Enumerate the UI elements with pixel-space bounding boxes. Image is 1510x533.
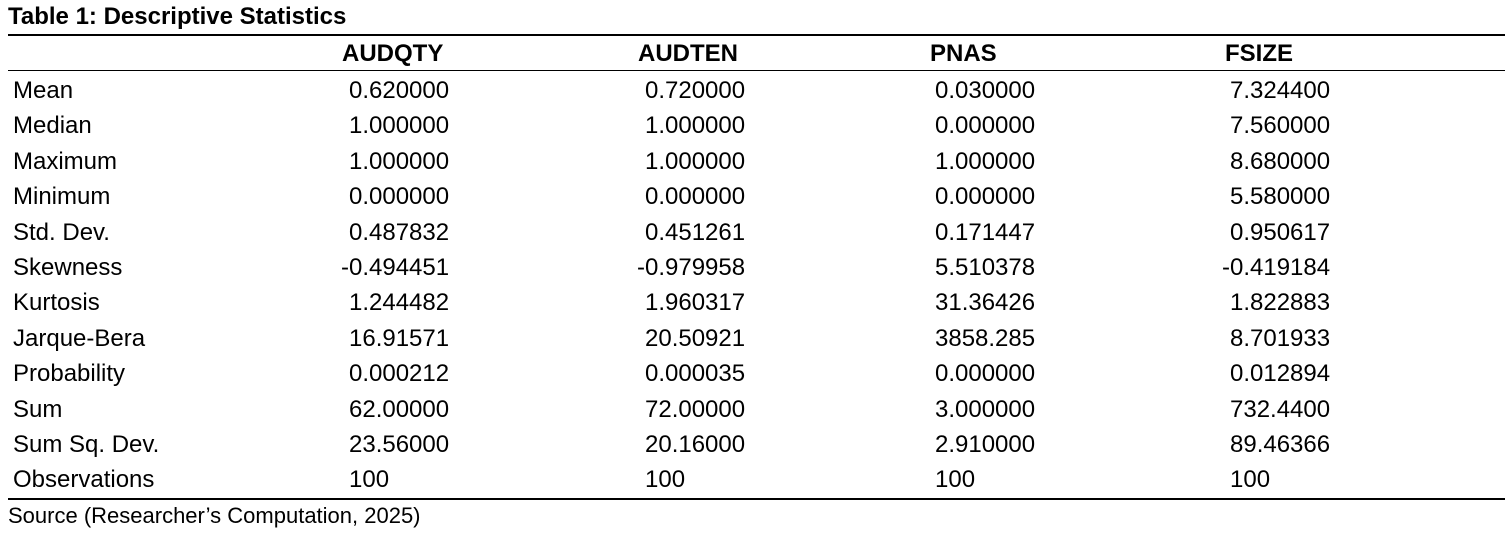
table-cell: 100: [1230, 466, 1271, 494]
table-cell: 0.950617: [1230, 218, 1331, 246]
table-cell: 1.960317: [645, 289, 746, 317]
table-row: [0, 250, 1510, 285]
table-body: [0, 73, 1510, 498]
table-cell: 100: [645, 466, 686, 494]
table-row: [0, 144, 1510, 179]
table-cell: 0.000212: [349, 360, 450, 388]
table-cell: 0.000035: [645, 360, 746, 388]
table-cell: 5.580000: [1230, 183, 1331, 211]
table-source-note: Source (Researcher’s Computation, 2025): [8, 503, 421, 528]
table-cell: 1.000000: [645, 147, 746, 175]
table-cell: 7.324400: [1230, 77, 1331, 104]
table-cell: 1.000000: [645, 112, 746, 140]
table-cell: 2.910000: [935, 430, 1036, 458]
row-label: Kurtosis: [13, 289, 100, 317]
table-cell: 16.91571: [349, 324, 450, 352]
table-cell: 0.030000: [935, 77, 1036, 104]
table-cell: 0.000000: [935, 183, 1036, 211]
table-cell: 100: [935, 466, 976, 494]
table-cell: 0.000000: [935, 360, 1036, 388]
table-cell: 0.487832: [349, 218, 450, 246]
table-cell: 72.00000: [645, 395, 746, 423]
table-row: [0, 392, 1510, 427]
row-label: Std. Dev.: [13, 218, 110, 246]
table-cell: 0.012894: [1230, 360, 1331, 388]
table-cell: 8.680000: [1230, 147, 1331, 175]
table-row: [0, 179, 1510, 214]
table-header-rule: [8, 70, 1505, 71]
table-row: [0, 108, 1510, 143]
row-label: Sum Sq. Dev.: [13, 430, 160, 458]
table-cell: 0.000000: [645, 183, 746, 211]
table-cell: 0.720000: [645, 77, 746, 104]
table-cell: 62.00000: [349, 395, 450, 423]
column-header-fsize: FSIZE: [1225, 40, 1294, 67]
table-cell: 1.000000: [935, 147, 1036, 175]
table-caption: Table 1: Descriptive Statistics: [8, 3, 347, 30]
table-cell: 0.000000: [349, 183, 450, 211]
table-cell: 89.46366: [1230, 430, 1331, 458]
table-cell: 5.510378: [935, 253, 1036, 281]
table-cell: 23.56000: [349, 430, 450, 458]
table-cell: 8.701933: [1230, 324, 1331, 352]
table-row: [0, 73, 1510, 108]
table-cell: 1.000000: [349, 147, 450, 175]
table-cell: 7.560000: [1230, 112, 1331, 140]
row-label: Median: [13, 112, 92, 140]
table-row: [0, 215, 1510, 250]
table-cell: 732.4400: [1230, 395, 1331, 423]
table-cell: -0.979958: [637, 253, 746, 281]
row-label: Mean: [13, 77, 74, 104]
table-cell: 1.000000: [349, 112, 450, 140]
table-cell: 1.244482: [349, 289, 450, 317]
table-row: [0, 356, 1510, 391]
table-cell: 0.171447: [935, 218, 1036, 246]
table-row: [0, 427, 1510, 462]
table-cell: 1.822883: [1230, 289, 1331, 317]
row-label: Skewness: [13, 253, 123, 281]
table-cell: 100: [349, 466, 390, 494]
table-cell: 3.000000: [935, 395, 1036, 423]
table-row: [0, 462, 1510, 497]
row-label: Maximum: [13, 147, 118, 175]
table-cell: 20.16000: [645, 430, 746, 458]
table-cell: 3858.285: [935, 324, 1036, 352]
row-label: Probability: [13, 360, 126, 388]
table-cell: 0.000000: [935, 112, 1036, 140]
table-row: [0, 321, 1510, 356]
table-cell: 0.451261: [645, 218, 746, 246]
row-label: Jarque-Bera: [13, 324, 146, 352]
row-label: Observations: [13, 466, 155, 494]
column-header-audten: AUDTEN: [638, 40, 738, 67]
table-cell: -0.419184: [1222, 253, 1331, 281]
table-cell: 20.50921: [645, 324, 746, 352]
table-row: [0, 285, 1510, 320]
row-label: Sum: [13, 395, 63, 423]
table-cell: -0.494451: [341, 253, 450, 281]
row-label: Minimum: [13, 183, 111, 211]
column-header-pnas: PNAS: [930, 40, 997, 67]
table-header-row: [0, 36, 1510, 70]
table-cell: 0.620000: [349, 77, 450, 104]
table-bottom-rule: [8, 498, 1505, 500]
column-header-audqty: AUDQTY: [342, 40, 444, 67]
table-cell: 31.36426: [935, 289, 1036, 317]
